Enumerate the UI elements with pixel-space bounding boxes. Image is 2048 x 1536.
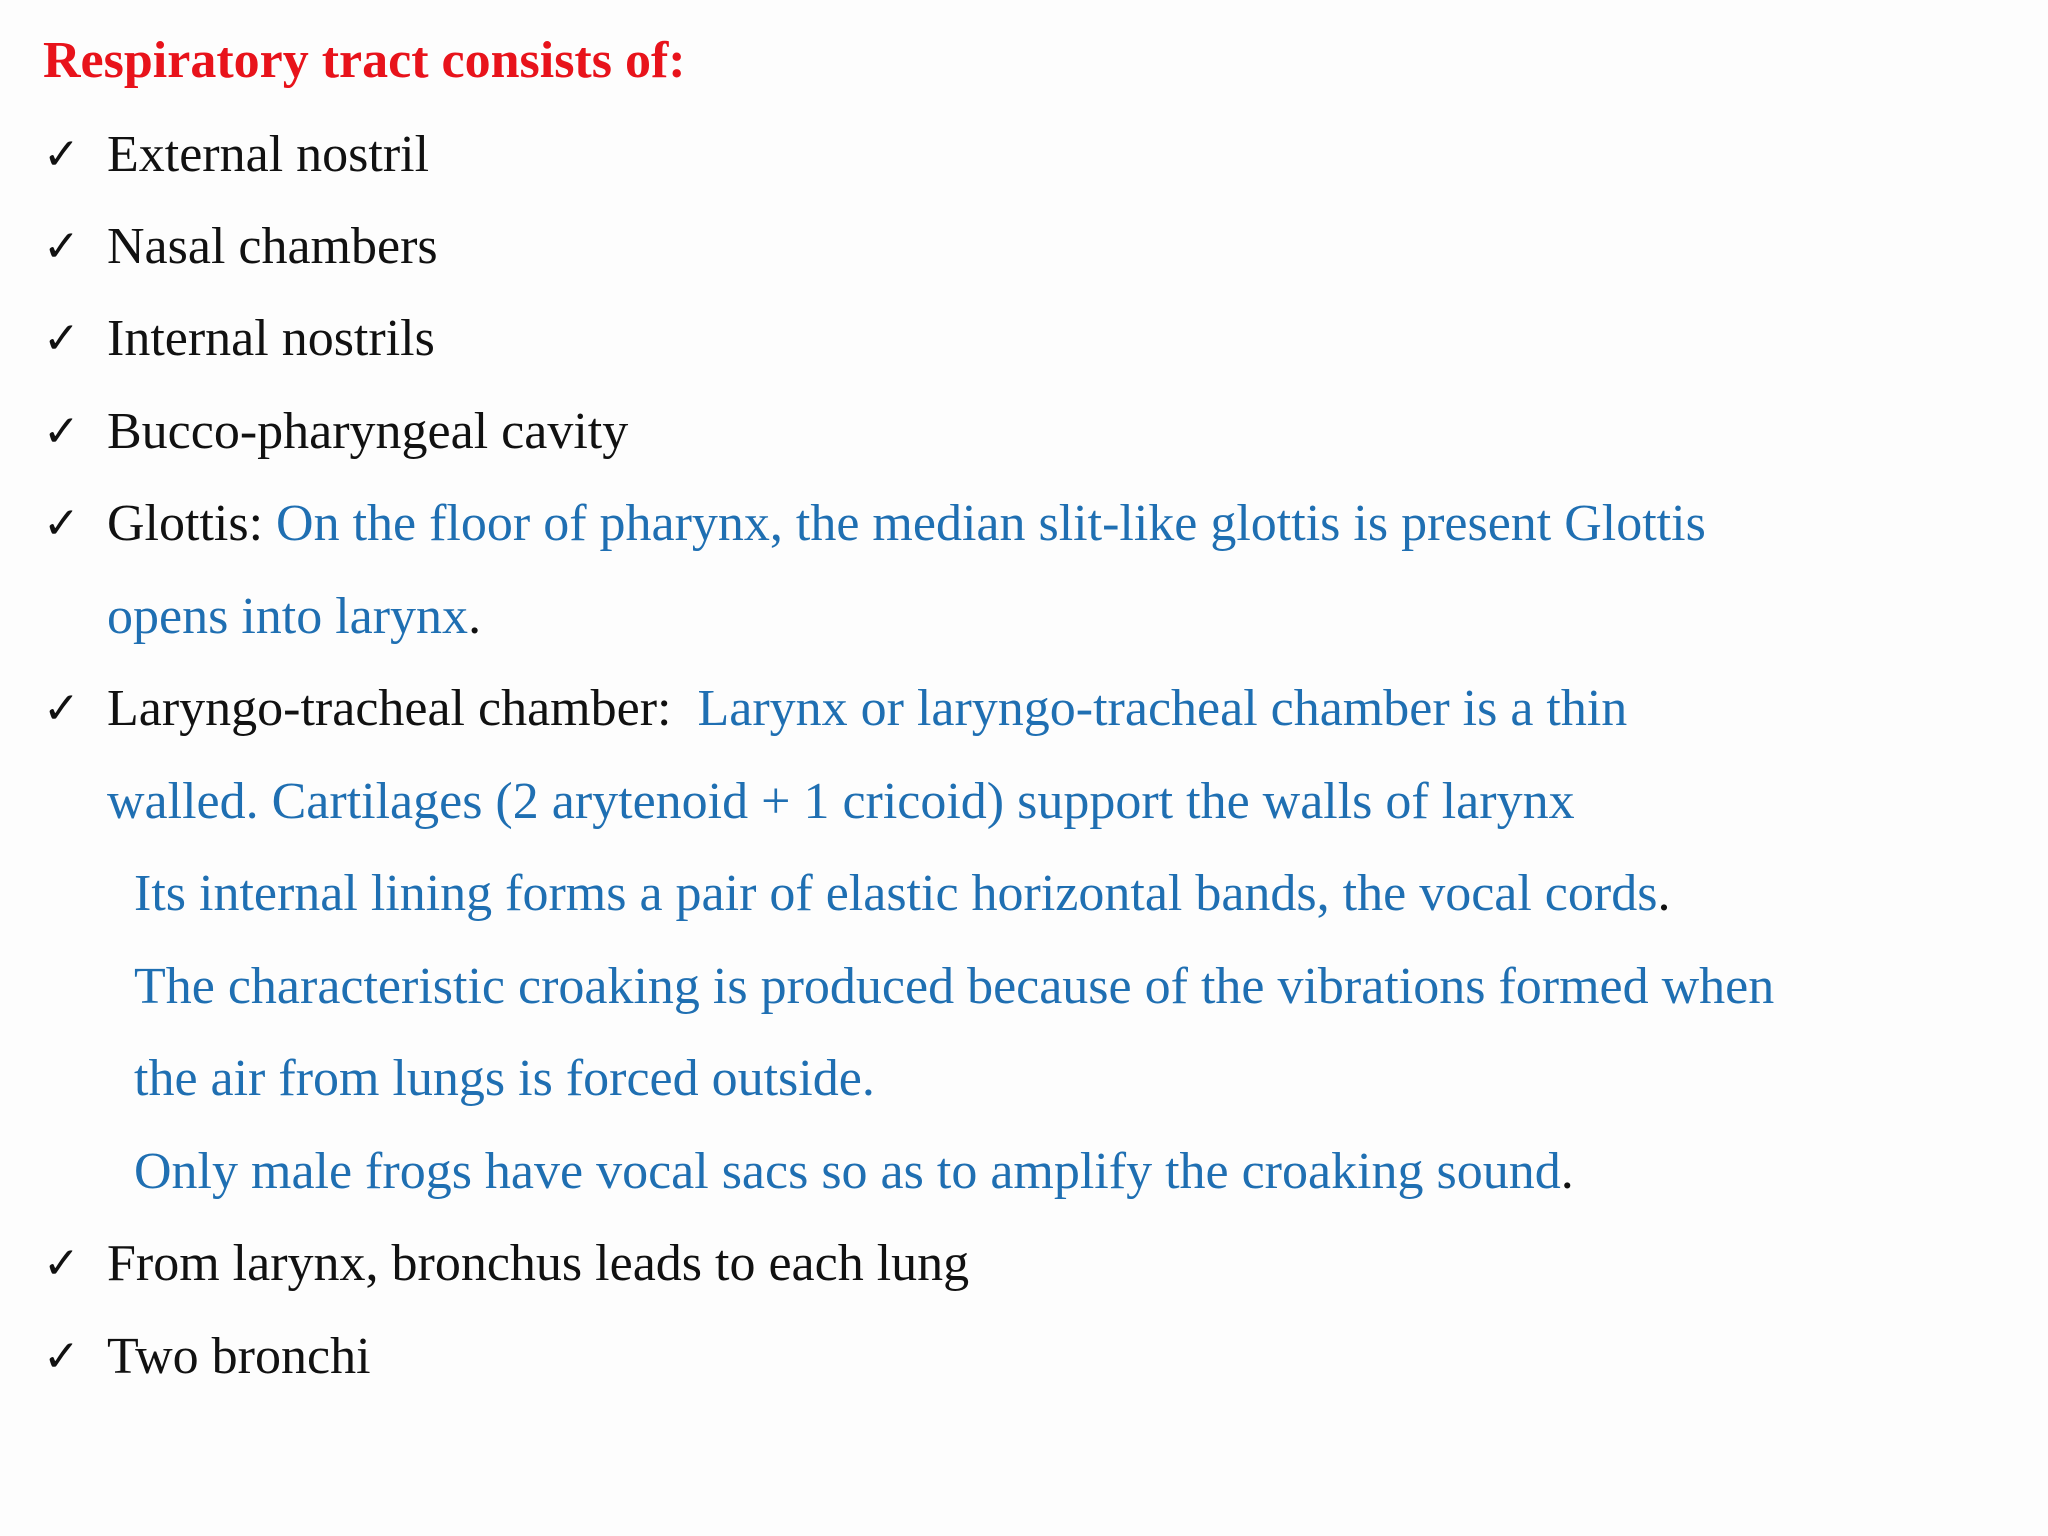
- note-text: the air from lungs is forced outside.: [134, 1050, 875, 1107]
- note-text: Only male frogs have vocal sacs so as to amplify the croaking sound: [134, 1143, 1561, 1200]
- check-icon: ✓: [43, 313, 80, 364]
- check-icon: ✓: [43, 221, 80, 272]
- check-icon: ✓: [43, 498, 80, 549]
- check-icon: ✓: [43, 1238, 80, 1289]
- check-icon: ✓: [43, 683, 80, 734]
- item-description: walled. Cartilages (2 arytenoid + 1 cricoid) support the walls of larynx: [107, 773, 1575, 830]
- item-description-cont: [107, 580, 481, 654]
- note-text: Its internal lining forms a pair of elastic horizontal bands, the vocal cords: [134, 865, 1658, 922]
- item-description: On the floor of pharynx, the median slit-like glottis is present Glottis: [276, 495, 1706, 552]
- check-icon: ✓: [43, 129, 80, 180]
- item-term: Bucco-pharyngeal cavity: [107, 403, 629, 460]
- item-laryngo-tracheal: [107, 672, 1627, 746]
- sentence-end: .: [1560, 1143, 1574, 1200]
- item-term: Nasal chambers: [107, 218, 438, 275]
- item-glottis: [107, 487, 1706, 561]
- item-description: Larynx or laryngo-tracheal chamber is a thin: [697, 680, 1628, 737]
- note-air: [134, 1042, 875, 1116]
- sentence-end: .: [468, 588, 482, 645]
- note-croaking: [134, 950, 1774, 1024]
- item-term: From larynx, bronchus leads to each lung: [107, 1235, 970, 1292]
- item-description: opens into larynx: [107, 588, 469, 645]
- note-vocal-cords: [134, 857, 1670, 931]
- item-term: External nostril: [107, 126, 430, 183]
- check-icon: ✓: [43, 1331, 80, 1382]
- slide-heading: Respiratory tract consists of:: [43, 32, 686, 89]
- item-term: Internal nostrils: [107, 310, 435, 367]
- note-text: The characteristic croaking is produced because of the vibrations formed when: [134, 958, 1775, 1015]
- item-term: Glottis:: [107, 495, 264, 552]
- check-icon: ✓: [43, 406, 80, 457]
- note-vocal-sacs: [134, 1135, 1574, 1209]
- item-term: Laryngo-tracheal chamber:: [107, 680, 672, 737]
- item-term: Two bronchi: [107, 1328, 371, 1385]
- sentence-end: .: [1657, 865, 1671, 922]
